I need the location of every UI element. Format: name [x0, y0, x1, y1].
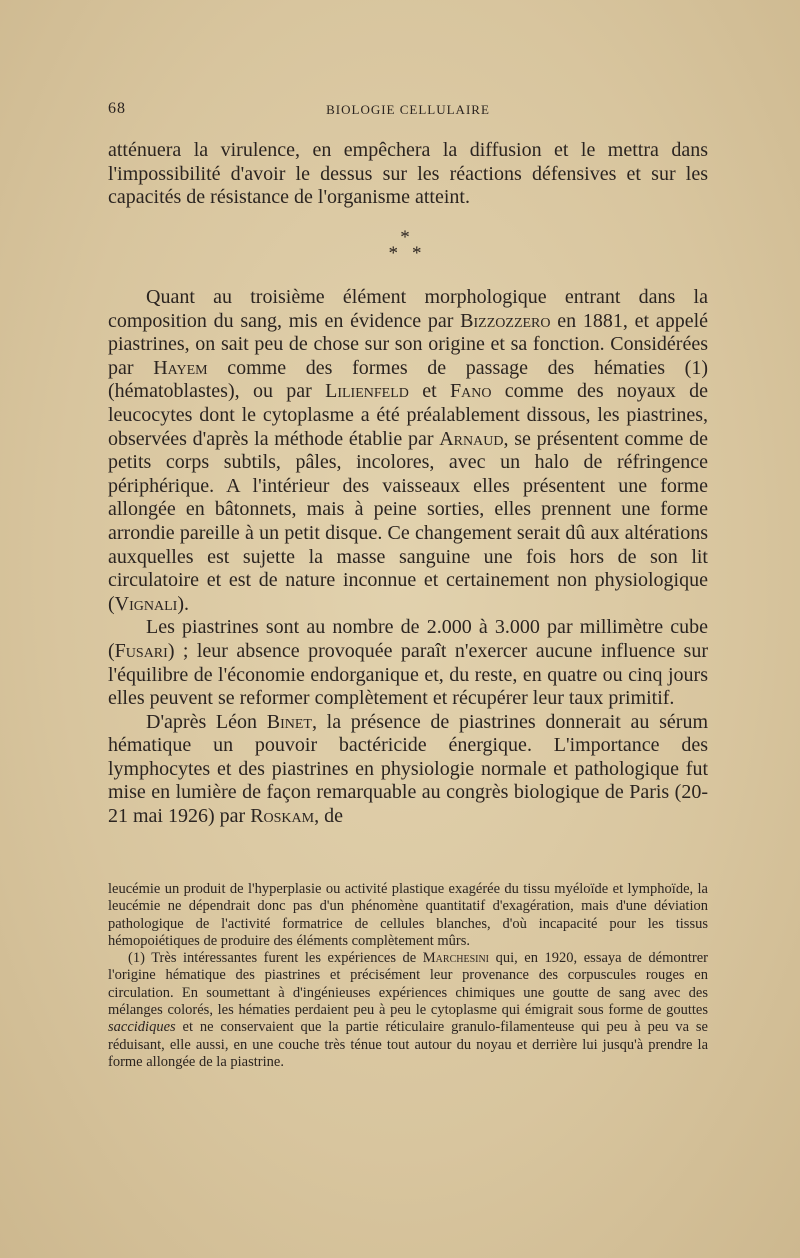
paragraph-piastrines-count: Les piastrines sont au nombre de 2.000 à 3.000 par millimètre cube (Fusari) ; leur absence provoquée paraît n'exercer aucune influence sur l'équilibre de l'économie endorganique et, du reste, en quatre ou cinq jours elles peuvent se reformer complètement et récupérer leur taux primitif.: [108, 616, 708, 710]
footnote-continuation: leucémie un produit de l'hyperplasie ou activité plastique exagérée du tissu myéloïde et lymphoïde, la leucémie ne dépendrait donc pas d'un phénomène quantitatif d'exagération, mais d'une déviation pathologique de l'activité formatrice de cellules blanches, d'où incapacité pour les tissus hémopoiétiques de produire des éléments complètement mûrs.: [108, 881, 708, 949]
paragraph-piastrines-role: D'après Léon Binet, la présence de piastrines donnerait au sérum hématique un pouvoir bactéricide énergique. L'importance des lymphocytes et des piastrines en physiologie normale et pathologique fut mise en lumière de façon remarquable au congrès biologique de Paris (20-21 mai 1926) par Roskam, de: [108, 710, 708, 828]
page-header: [108, 100, 708, 124]
paragraph-piastrines-origin: Quant au troisième élément morphologique entrant dans la composition du sang, mis en évidence par Bizzozzero en 1881, et appelé piastrines, on sait peu de chose sur son origine et sa fonction. Considérées par Hayem comme des formes de passage des hématies (1) (hématoblastes), ou par Lilienfeld et Fano comme des noyaux de leucocytes dont le cytoplasme a été préalablement dissous, les piastrines, observées d'après la méthode établie par Arnaud, se présentent comme de petits corps subtils, pâles, incolores, avec un halo de réfringence périphérique. A l'intérieur des vaisseaux elles présentent une forme allongée en bâtonnets, mais à peine sorties, elles prennent une forme arrondie pareille à un petit disque. Ce changement serait dû aux altérations auxquelles est sujette la masse sanguine une fois hors de son lit circulatoire et est de nature inconnue et certainement non physiologique (Vignali).: [108, 286, 709, 615]
page-number: 68: [108, 100, 126, 117]
author-name: Roskam: [250, 805, 315, 828]
intro-text: [108, 139, 708, 210]
intro-paragraph: atténuera la virulence, en empêchera la diffusion et le mettra dans l'impossibilité d'avoir le dessus sur les réactions défensives et sur les capacités de résistance de l'organisme atteint.: [108, 139, 708, 209]
author-name: Hayem: [153, 356, 208, 379]
author-name: Fano: [449, 380, 492, 403]
author-name: Vignali: [114, 592, 178, 615]
author-name: Lilienfeld: [325, 380, 409, 403]
author-name: Marchesini: [422, 950, 490, 967]
author-name: Fusari: [114, 639, 168, 662]
author-name: Binet: [266, 710, 312, 733]
footnotes: [108, 881, 708, 1071]
separator-asterisk: *: [400, 227, 410, 248]
running-title: BIOLOGIE CELLULAIRE: [326, 102, 490, 117]
footnote-1: (1) Très intéressantes furent les expériences de Marchesini qui, en 1920, essaya de démontrer l'origine hématique des piastrines et précisément leur provenance des corpuscules rouges en circulation. En soumettant à d'ingénieuses expériences chimiques une goutte de sang avec des mélanges colorés, les hématies perdaient peu à peu le cytoplasme qui émigrait sous forme de gouttes saccidiques et ne conservaient que la partie réticulaire granulo-filamenteuse qui peu à peu va se réduisant, elle aussi, en une couche très ténue tout autour du noyau et derrière lui jusqu'à prendre la forme allongée de la piastrine.: [108, 950, 708, 1070]
author-name: Arnaud: [439, 427, 504, 450]
author-name: Bizzozzero: [460, 309, 551, 332]
separator-asterisks: **: [388, 243, 436, 264]
main-text: [108, 286, 708, 829]
section-separator: [360, 227, 450, 270]
